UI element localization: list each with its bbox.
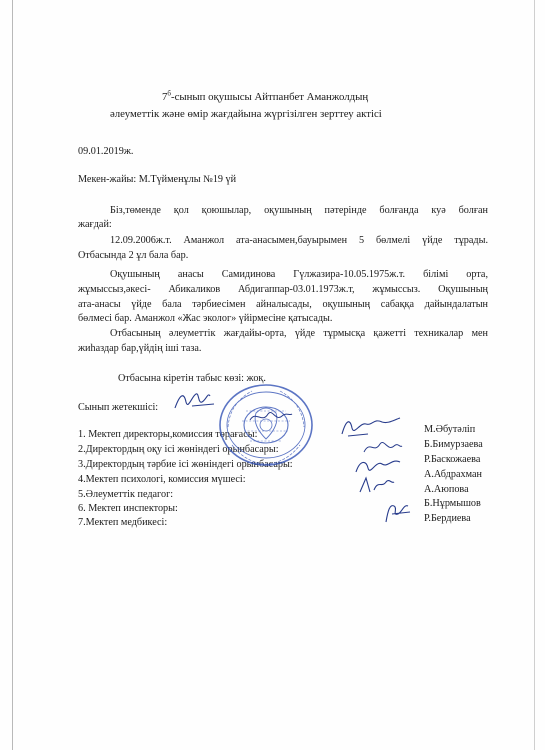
paragraph1-line1: Біз,төменде қол қоюшылар, оқушының пәтерінде болғанда куә болған [110, 205, 488, 216]
commission-position: 3.Директордың тәрбие ісі жөніндегі орынбасары: [78, 459, 293, 470]
member-name: М.Әбутәліп [424, 424, 476, 435]
commission-position: 4.Мектеп психологі, комиссия мүшесі: [78, 474, 246, 485]
class-teacher-label: Сынып жетекшісі: [78, 402, 159, 413]
member-name: Р.Баскожаева [424, 454, 481, 465]
member-name: Б.Бимурзаева [424, 439, 483, 450]
paragraph4-line2: жиһаздар бар,үйдің іші таза. [78, 343, 202, 354]
paragraph3-line4: бөлмесі бар. Аманжол «Жас эколог» үйірмесіне қатысады. [78, 313, 333, 324]
document-title-line1 [162, 91, 368, 104]
paragraph4-line1: Отбасының әлеуметтік жағдайы-орта, үйде тұрмысқа қажетті техникалар мен [110, 328, 488, 339]
member-name: Р.Бердиева [424, 513, 471, 524]
class-teacher-signature-icon [172, 388, 218, 414]
scan-edge-right [534, 0, 535, 750]
member-name: А.Аюпова [424, 484, 469, 495]
paragraph1-line2: жағдай: [78, 219, 112, 230]
paragraph3-line2: жұмыссыз,әкесі- Абикаликов Абдигаппар-03.01.1973ж.т, жұмыссыз. Оқушының [78, 284, 488, 295]
commission-position: 2.Директордың оқу ісі жөніндегі орынбасары: [78, 444, 279, 455]
commission-position: 7.Мектеп медбикесі: [78, 517, 168, 528]
paragraph3-line3: ата-анасы үйде бала тәрбиесімен айналысады, оқушының сабаққа дайындалатын [78, 299, 488, 310]
director-signature-icon [246, 406, 296, 430]
scan-edge-left [12, 0, 13, 750]
paragraph2-line1: 12.09.2006ж.т. Аманжол ата-анасымен,бауырымен 5 бөлмелі үйде тұрады. [110, 235, 488, 246]
income-line: Отбасына кіретін табыс көзі: жоқ. [118, 373, 266, 384]
title-rest: -сынып оқушысы Айтпанбет Аманжолдың [170, 91, 369, 103]
member-name: А.Абдрахман [424, 469, 482, 480]
document-date: 09.01.2019ж. [78, 146, 134, 157]
address: Мекен-жайы: М.Түйменұлы №19 үй [78, 174, 237, 185]
commission-position: 1. Мектеп директоры,комиссия төрағасы: [78, 429, 258, 440]
member-signature-icon [356, 474, 396, 496]
member-name: Б.Нұрмышов [424, 498, 481, 509]
member-signature-icon [380, 500, 414, 526]
document-title-line2: әлеуметтік және өмір жағдайына жүргізілген зерттеу актісі [110, 108, 382, 120]
commission-position: 6. Мектеп инспекторы: [78, 503, 178, 514]
grade-letter: б [167, 89, 171, 98]
paragraph2-line2: Отбасында 2 ұл бала бар. [78, 250, 189, 261]
grade-number: 7 [162, 91, 168, 103]
commission-position: 5.Әлеуметтік педагог: [78, 489, 174, 500]
paragraph3-line1: Оқушының анасы Самидинова Гүлжазира-10.05.1975ж.т. білімі орта, [110, 269, 488, 280]
